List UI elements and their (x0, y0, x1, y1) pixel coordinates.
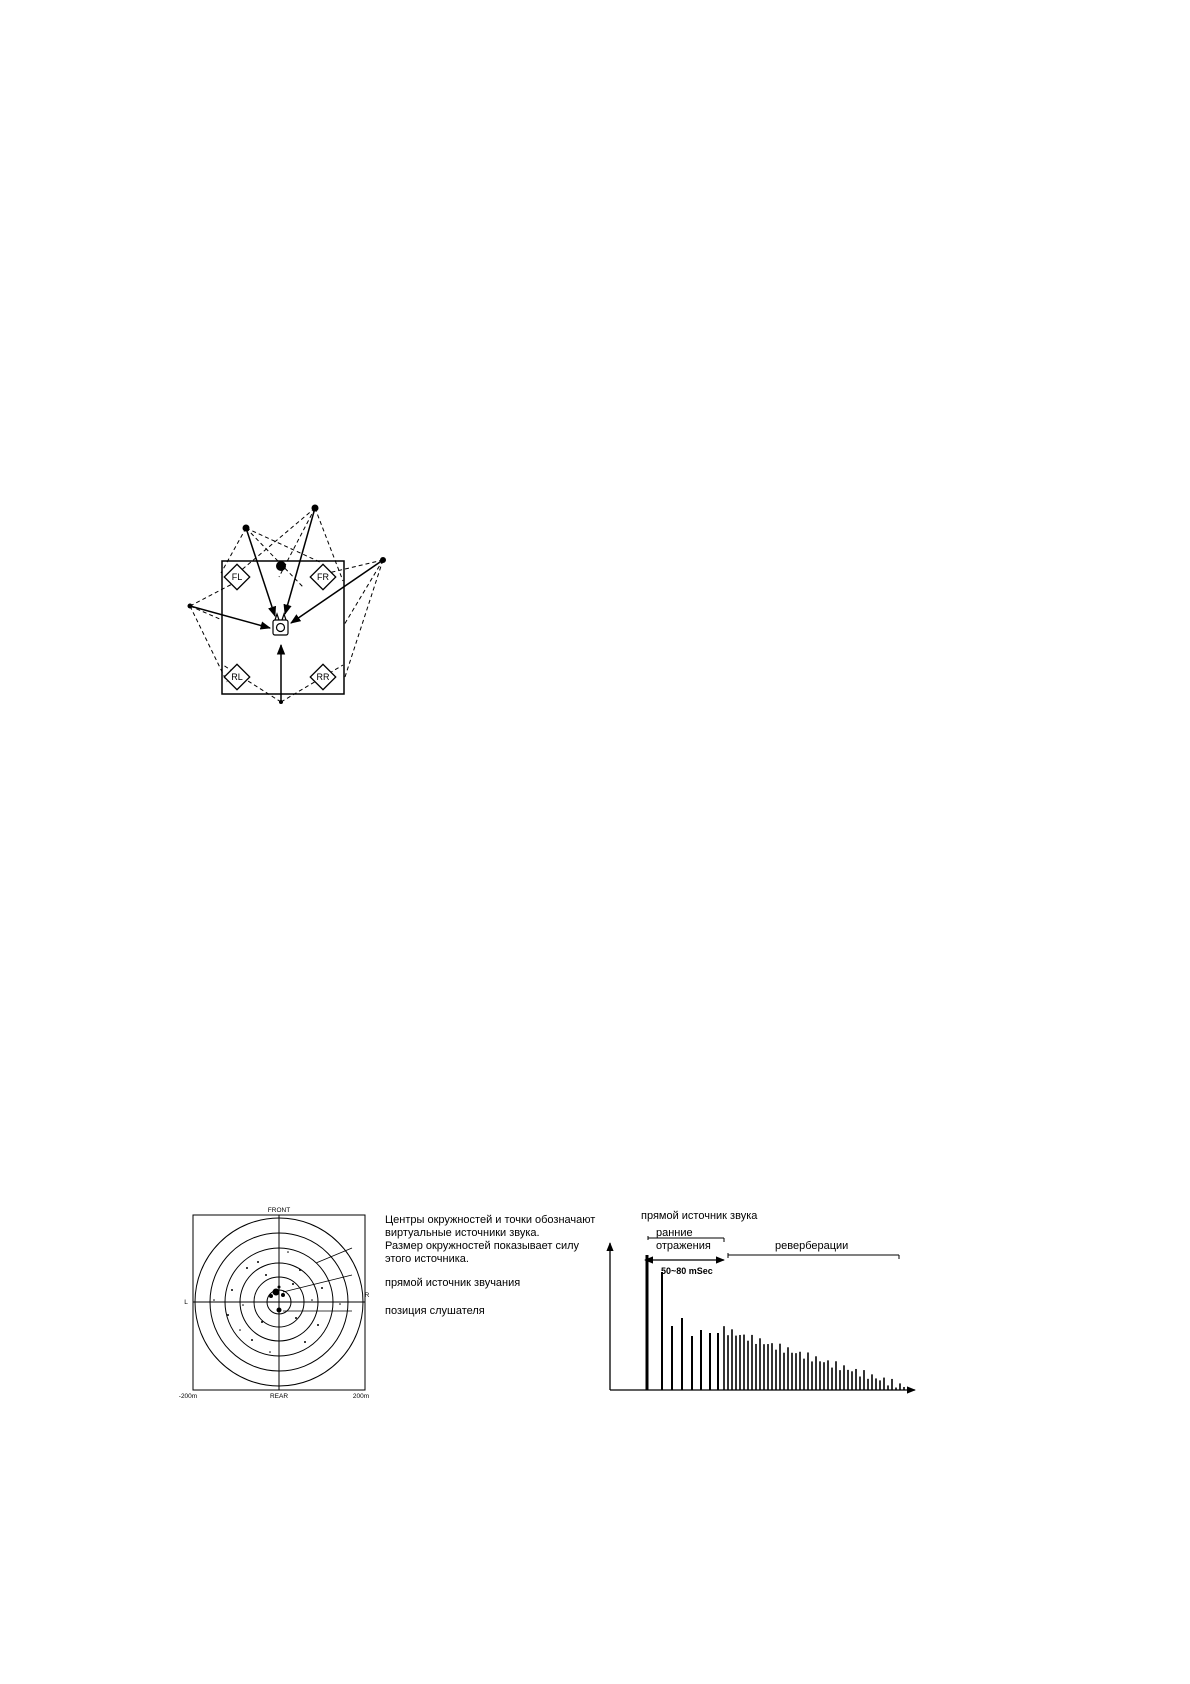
listener-position-dot (277, 1308, 282, 1313)
virtual-source-dot (279, 700, 283, 704)
direct-sound-label: прямой источник звука (641, 1210, 758, 1222)
speaker-rr-label: RR (316, 672, 330, 682)
scale-min-label: -200m (178, 1393, 198, 1400)
listener-annotation: позиция слушателя (385, 1305, 485, 1317)
annotation-line-2: виртуальные источники звука. (385, 1227, 540, 1239)
virtual-source-dot (380, 557, 386, 563)
speaker-fl-label: FL (231, 572, 243, 582)
virtual-source-dot-large (276, 561, 286, 571)
right-label: R (364, 1292, 370, 1299)
direct-source-dot (273, 1289, 280, 1296)
annotation-line-4: этого источника. (385, 1253, 469, 1265)
direct-source-annotation: прямой источник звучания (385, 1277, 521, 1289)
speaker-rl-label: RL (231, 672, 243, 682)
annotation-line-3: Размер окружностей показывает силу (385, 1240, 580, 1252)
early-reflections-label-1: ранние (656, 1227, 693, 1239)
speaker-rr (310, 664, 335, 689)
early-reflections-label-2: отражения (656, 1240, 711, 1252)
speaker-rl (224, 664, 249, 689)
sound-field-diagram (179, 1207, 596, 1400)
speaker-fr (310, 564, 335, 589)
left-label: L (184, 1299, 188, 1306)
virtual-source-dot (243, 525, 250, 532)
virtual-source-dot (312, 505, 319, 512)
direct-arrows (190, 508, 383, 702)
timing-label: 50~80 mSec (661, 1266, 713, 1276)
annotation-line-1: Центры окружностей и точки обозначают (385, 1214, 596, 1226)
reverberation-label: реверберации (775, 1240, 849, 1252)
virtual-source-dot (188, 604, 193, 609)
scale-max-label: 200m (352, 1393, 370, 1400)
reflection-paths (190, 508, 383, 702)
reverberation-diagram (610, 1210, 915, 1390)
speaker-layout-diagram (188, 505, 387, 705)
front-label: FRONT (267, 1207, 291, 1214)
speaker-fr-label: FR (317, 572, 329, 582)
rear-label: REAR (269, 1393, 289, 1400)
listener-icon (273, 614, 288, 635)
